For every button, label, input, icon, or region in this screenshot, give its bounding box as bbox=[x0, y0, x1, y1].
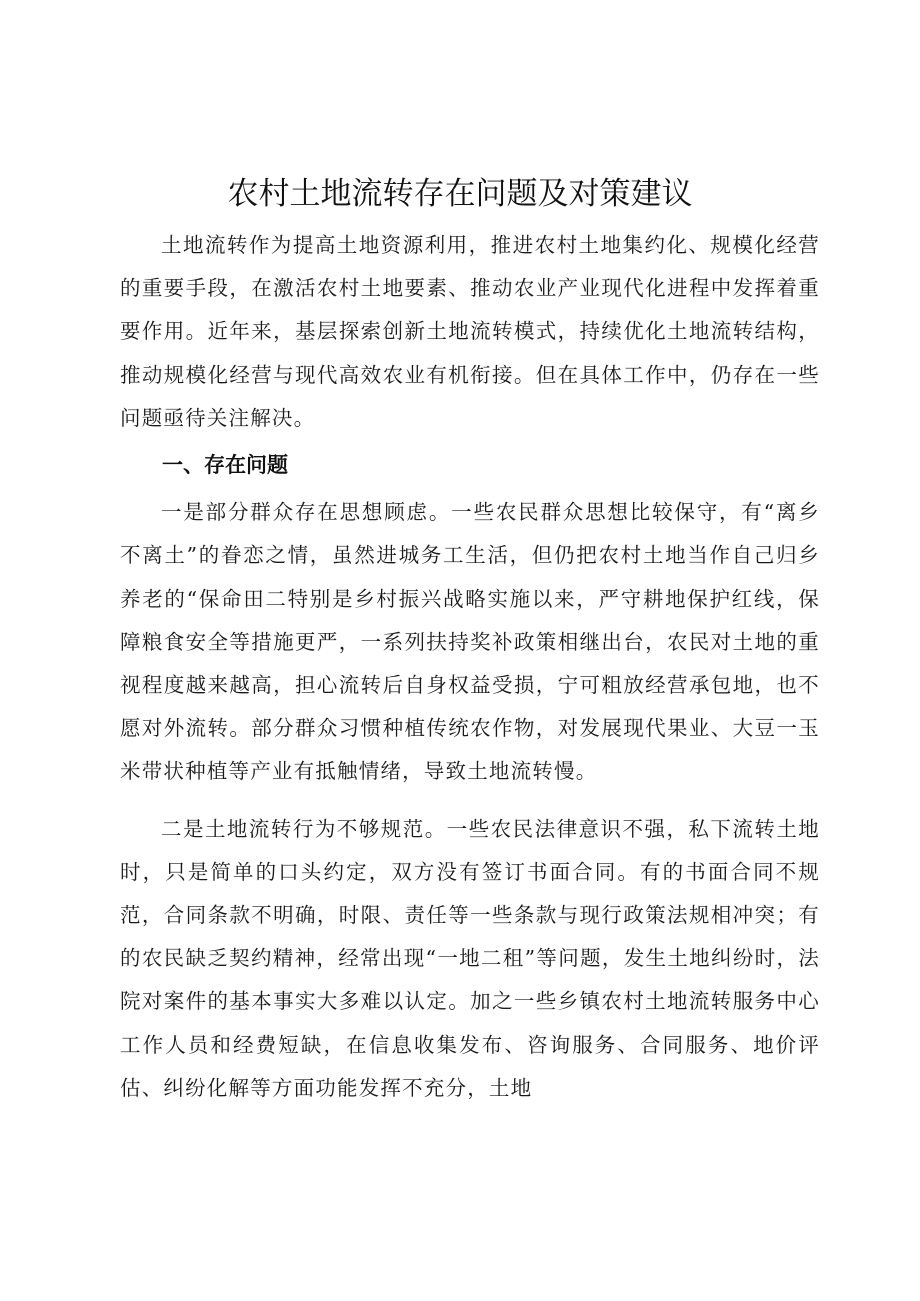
document-body bbox=[120, 224, 820, 1110]
problem-paragraph-1: 一是部分群众存在思想顾虑。一些农民群众思想比较保守，有“离乡不离土”的眷恋之情，虽然进城务工生活，但仍把农村土地当作自己归乡养老的“保命田二特别是乡村振兴战略实施以来，严守耕地保护红线，保障粮食安全等措施更严，一系列扶持奖补政策相继出台，农民对土地的重视程度越来越高，担心流转后自身权益受损，宁可粗放经营承包地，也不愿对外流转。部分群众习惯种植传统农作物，对发展现代果业、大豆一玉米带状种植等产业有抵触情绪，导致土地流转慢。 bbox=[120, 500, 820, 784]
intro-paragraph: 土地流转作为提高土地资源利用，推进农村土地集约化、规模化经营的重要手段，在激活农村土地要素、推动农业产业现代化进程中发挥着重要作用。近年来，基层探索创新土地流转模式，持续优化土地流转结构，推动规模化经营与现代高效农业有机衔接。但在具体工作中，仍存在一些问题亟待关注解决。 bbox=[120, 233, 820, 430]
document-title: 农村土地流转存在问题及对策建议 bbox=[227, 176, 693, 212]
section-heading: 一、存在问题 bbox=[162, 453, 288, 478]
problem-paragraph-2: 二是土地流转行为不够规范。一些农民法律意识不强，私下流转土地时，只是简单的口头约定，双方没有签订书面合同。有的书面合同不规范，合同条款不明确，时限、责任等一些条款与现行政策法规相冲突；有的农民缺乏契约精神，经常出现“一地二租”等问题，发生土地纠纷时，法院对案件的基本事实大多难以认定。加之一些乡镇农村土地流转服务中心工作人员和经费短缺，在信息收集发布、咨询服务、合同服务、地价评估、纠纷化解等方面功能发挥不充分，土地 bbox=[120, 816, 820, 1100]
